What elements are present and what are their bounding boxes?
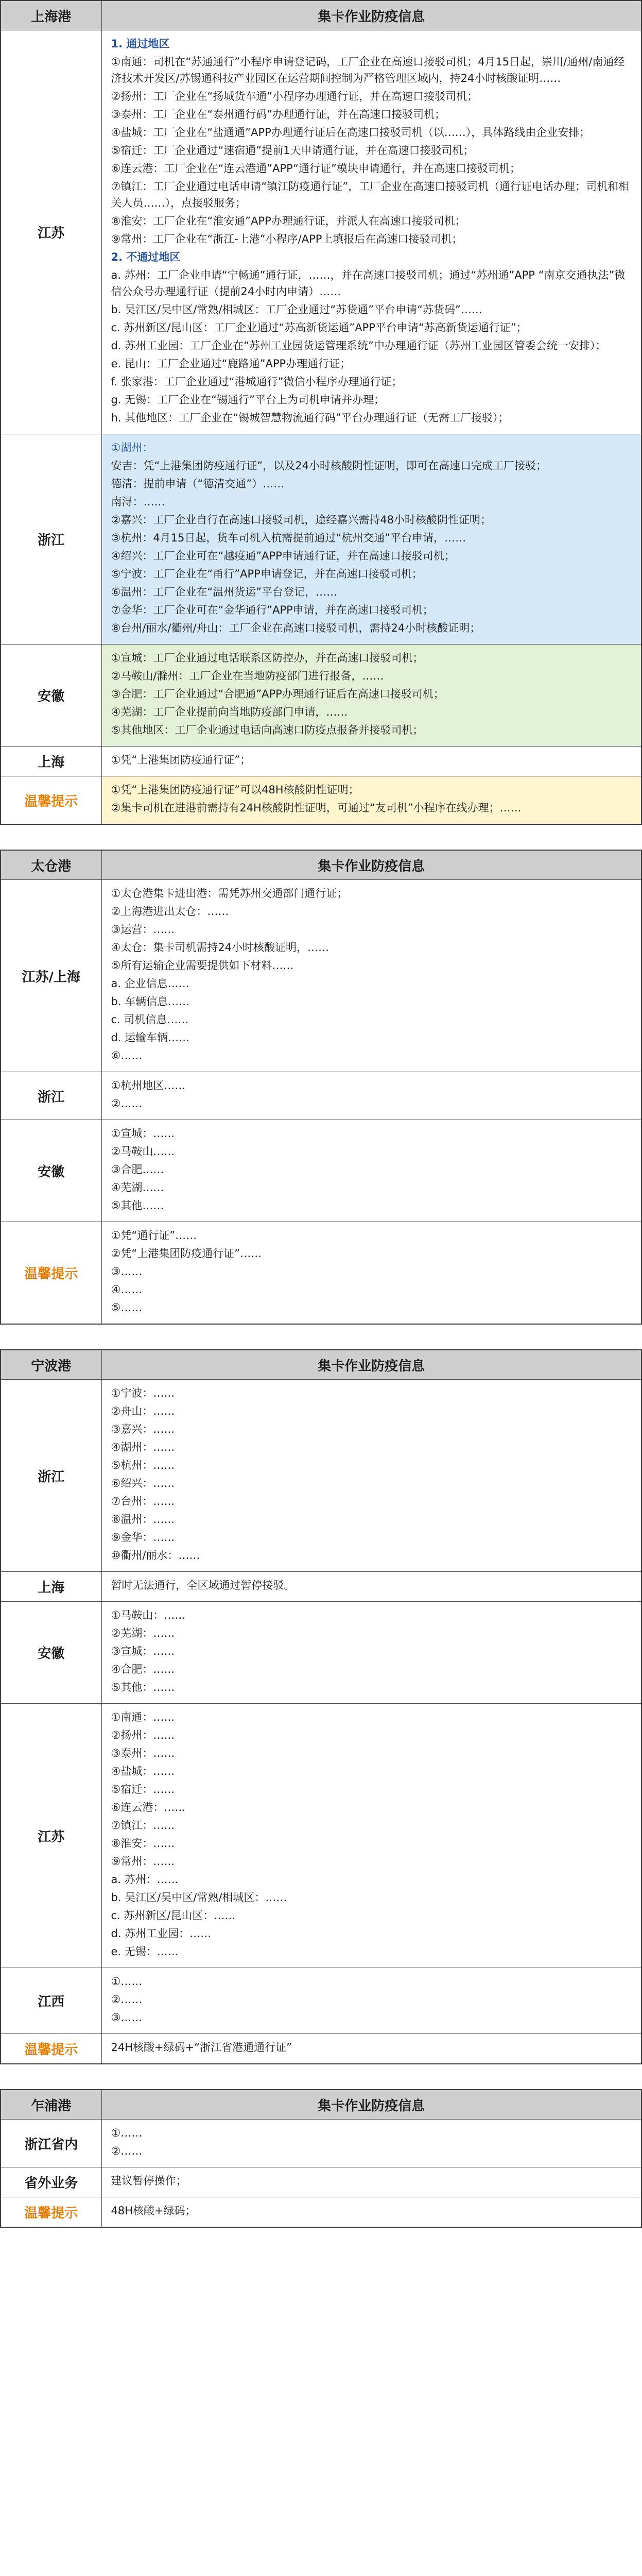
content-line: ⑧温州：…… [111,1513,175,1526]
content-line: ⑨常州：工厂企业在“浙江-上港”小程序/APP上填报后在高速口接驳司机； [111,233,463,245]
header-title: 集卡作业防疫信息 [101,1350,641,1380]
region-row [1,747,641,776]
content-line: ③合肥：工厂企业通过“合肥通”APP办理通行证后在高速口接驳司机； [111,688,444,700]
header-title: 集卡作业防疫信息 [101,1,641,30]
port-name: 太仓港 [1,850,101,880]
region-row [1,776,641,825]
content-line: ⑧淮安：…… [111,1837,175,1850]
content-line: ④芜湖：工厂企业提前向当地防疫部门申请，…… [111,706,348,718]
content-line: ④盐城：工厂企业在“盐通通”APP办理通行证后在高速口接驳司机（以……），具体路线由企业安排； [111,126,591,139]
content-line: ②马鞍山…… [111,1145,175,1158]
region-content [101,1380,641,1572]
content-line: ⑦金华：工厂企业可在“金华通行”APP申请，并在高速口接驳司机； [111,604,433,616]
content-line: ①南通：…… [111,1711,175,1723]
content-line: ⑧淮安：工厂企业在“淮安通”APP办理通行证，并派人在高速口接驳司机； [111,215,466,227]
content-line: ⑤宁波：工厂企业在“甬行”APP申请登记，并在高速口接驳司机； [111,568,423,580]
region-content [101,1602,641,1704]
content-line: ①马鞍山：…… [111,1609,186,1621]
region-content [101,2120,641,2167]
content-line: d. 苏州工业园：工厂企业在“苏州工业园货运管理系统”中办理通行证（苏州工业园区管委会统一安排）； [111,340,606,352]
content-line: ③运营：…… [111,923,175,936]
region-label: 江西 [1,1968,101,2034]
content-line: ①宣城：…… [111,1127,175,1140]
region-row [1,2120,641,2167]
port-table [0,1349,642,2064]
content-line: f. 张家港：工厂企业通过“港城通行”微信小程序办理通行证； [111,376,403,388]
content-line: ①…… [111,1975,143,1988]
region-content [101,880,641,1072]
region-row [1,645,641,747]
region-content [101,776,641,825]
content-line: b. 车辆信息…… [111,995,190,1008]
content-line: ①湖州： [111,442,153,454]
region-row [1,1072,641,1120]
region-content [101,434,641,645]
region-content [101,1968,641,2034]
port-table [0,2089,642,2228]
content-line: ③杭州：4月15日起，货车司机入杭需提前通过“杭州交通”平台申请，…… [111,532,466,544]
region-row [1,1602,641,1704]
region-content [101,1120,641,1222]
content-line: ④盐城：…… [111,1765,175,1777]
content-line: ⑨常州：…… [111,1855,175,1868]
region-label: 江苏 [1,1704,101,1968]
table-header-row [1,2090,641,2120]
content-line: ⑨金华：…… [111,1531,175,1544]
content-line: ②舟山：…… [111,1405,175,1417]
region-row [1,880,641,1072]
region-content [101,2197,641,2228]
region-content [101,1072,641,1120]
table-header-row [1,850,641,880]
content-line: ⑦镇江：工厂企业通过电话申请“镇江防疫通行证”，工厂企业在高速口接驳司机（通行证电话办理；司机和相关人员……），点接驳服务； [111,180,630,209]
region-label: 温馨提示 [1,776,101,825]
content-line: ⑧台州/丽水/衢州/舟山：工厂企业在高速口接驳司机，需持24小时核酸证明； [111,622,481,634]
header-title: 集卡作业防疫信息 [101,2090,641,2120]
content-line: 南浔：…… [111,496,165,508]
region-label: 江苏 [1,30,101,434]
content-line: c. 司机信息…… [111,1013,189,1026]
content-line: ③宣城：…… [111,1645,175,1657]
content-line: ⑩衢州/丽水：…… [111,1549,200,1562]
region-label: 温馨提示 [1,2197,101,2228]
region-label: 温馨提示 [1,2034,101,2064]
region-label: 上海 [1,747,101,776]
content-line: 暂时无法通行，全区域通过暂停接驳。 [111,1579,295,1591]
content-line: ⑤杭州：…… [111,1459,175,1471]
content-line: ②扬州：工厂企业在“扬城货车通”小程序办理通行证，并在高速口接驳司机； [111,90,478,103]
content-line: ①凭“上港集团防疫通行证”； [111,754,251,766]
region-label: 安徽 [1,1602,101,1704]
region-content [101,747,641,776]
content-line: ⑥…… [111,1049,143,1062]
region-content [101,1222,641,1325]
content-line: 安吉：凭“上港集团防疫通行证”，以及24小时核酸阴性证明，即可在高速口完成工厂接驳； [111,460,547,472]
region-row [1,1120,641,1222]
region-label: 温馨提示 [1,1222,101,1325]
content-line: ②扬州：…… [111,1729,175,1741]
content-line: ②…… [111,2145,143,2157]
content-line: 48H核酸+绿码； [111,2205,196,2217]
content-line: ⑥温州：工厂企业在“温州货运”平台登记，…… [111,586,338,598]
content-line: ①凭“上港集团防疫通行证”可以48H核酸阴性证明； [111,784,359,796]
content-line: ③合肥…… [111,1163,164,1176]
content-line: ①南通：司机在“苏通通行”小程序申请登记码，工厂企业在高速口接驳司机；4月15日起，崇川/通州/南通经济技术开发区/苏锡通科技产业园区在运营期间控制为严格管理区域内，持24小时核酸证明…… [111,56,625,84]
content-line: ④合肥：…… [111,1663,175,1675]
content-line: ⑦台州：…… [111,1495,175,1507]
content-line: ②…… [111,1993,143,2006]
table-header-row [1,1,641,30]
content-line: ②集卡司机在进港前需持有24H核酸阴性证明，可通过“友司机”小程序在线办理；…… [111,802,522,814]
content-line: 2. 不通过地区 [111,251,181,263]
region-label: 安徽 [1,1120,101,1222]
content-line: ⑤宿迁：工厂企业通过“速宿通”提前1天申请通行证，并在高速口接驳司机； [111,144,474,157]
content-line: ②芜湖：…… [111,1627,175,1639]
content-line: ①宁波：…… [111,1387,175,1399]
content-line: ④…… [111,1283,143,1296]
region-content [101,645,641,747]
content-line: g. 无锡：工厂企业在“锡通行”平台上为司机申请并办理； [111,394,385,406]
content-line: b. 吴江区/吴中区/常熟/相城区：…… [111,1891,287,1904]
content-line: c. 苏州新区/昆山区：工厂企业通过“苏高新货运通”APP平台申请“苏高新货运通行证”； [111,321,527,334]
content-line: ①杭州地区…… [111,1079,186,1092]
content-line: ⑦镇江：…… [111,1819,175,1832]
content-line: ③泰州：…… [111,1747,175,1759]
content-line: 德清：提前申请（“德清交通”）…… [111,478,285,490]
content-line: ③…… [111,1265,143,1278]
content-line: ⑤所有运输企业需要提供如下材料…… [111,959,294,972]
content-line: ①凭“通行证”…… [111,1229,197,1242]
region-label: 浙江 [1,1072,101,1120]
region-label: 省外业务 [1,2167,101,2197]
content-line: b. 吴江区/吴中区/常熟/相城区：工厂企业通过“苏货通”平台申请“苏货码”…… [111,303,482,316]
content-line: ③嘉兴：…… [111,1423,175,1435]
content-line: ⑤其他地区：工厂企业通过电话向高速口防疫点报备并接驳司机； [111,724,424,736]
content-line: ①…… [111,2127,143,2139]
region-label: 安徽 [1,645,101,747]
region-row [1,1968,641,2034]
content-line: ⑤其他：…… [111,1681,175,1693]
region-label: 浙江 [1,1380,101,1572]
content-line: ⑥连云港：工厂企业在“连云港通”APP“通行证”模块申请通行，并在高速口接驳司机； [111,162,520,175]
port-name: 宁波港 [1,1350,101,1380]
region-row [1,1572,641,1602]
header-title: 集卡作业防疫信息 [101,850,641,880]
content-line: ②马鞍山/滁州：工厂企业在当地防疫部门进行报备，…… [111,670,384,682]
content-line: ④芜湖…… [111,1181,164,1194]
content-line: ⑤…… [111,1301,143,1314]
region-label: 浙江省内 [1,2120,101,2167]
content-line: ③泰州：工厂企业在“泰州通行码”办理通行证，并在高速口接驳司机； [111,108,446,121]
content-line: ④绍兴：工厂企业可在“越疫通”APP申请通行证，并在高速口接驳司机； [111,550,455,562]
content-line: h. 其他地区：工厂企业在“锡城智慧物流通行码”平台办理通行证（无需工厂接驳）； [111,412,509,424]
content-line: c. 苏州新区/昆山区：…… [111,1909,236,1922]
port-table [0,850,642,1325]
content-line: ④太仓：集卡司机需持24小时核酸证明，…… [111,941,329,954]
content-line: ①太仓港集卡进出港：需凭苏州交通部门通行证； [111,887,348,900]
region-content [101,30,641,434]
region-row [1,1704,641,1968]
table-header-row [1,1350,641,1380]
region-content [101,2034,641,2064]
port-name: 上海港 [1,1,101,30]
content-line: ⑤宿迁：…… [111,1783,175,1795]
content-line: ③…… [111,2011,143,2024]
content-line: e. 无锡：…… [111,1945,179,1958]
content-line: ①宣城：工厂企业通过电话联系区防控办，并在高速口接驳司机； [111,652,424,664]
port-name: 乍浦港 [1,2090,101,2120]
content-line: e. 昆山：工厂企业通过“鹿路通”APP办理通行证； [111,358,351,370]
content-line: ⑤其他…… [111,1199,164,1212]
region-content [101,1704,641,1968]
content-line: 1. 通过地区 [111,38,170,50]
region-row [1,2197,641,2228]
region-label: 浙江 [1,434,101,645]
region-row [1,2034,641,2064]
content-line: 建议暂停操作； [111,2175,187,2187]
content-line: a. 企业信息…… [111,977,189,990]
content-line: ④湖州：…… [111,1441,175,1453]
content-line: 24H核酸+绿码+“浙江省港通通行证” [111,2041,292,2054]
content-line: ②…… [111,1097,143,1110]
region-row [1,2167,641,2197]
content-line: d. 苏州工业园：…… [111,1927,212,1940]
region-row [1,1222,641,1325]
region-content [101,1572,641,1602]
content-line: ②嘉兴：工厂企业自行在高速口接驳司机，途经嘉兴需持48小时核酸阴性证明； [111,514,492,526]
content-line: ②上海港进出太仓：…… [111,905,229,918]
region-label: 江苏/上海 [1,880,101,1072]
region-row [1,30,641,434]
region-label: 上海 [1,1572,101,1602]
content-line: d. 运输车辆…… [111,1031,190,1044]
content-line: a. 苏州：工厂企业申请“宁畅通”通行证，……，并在高速口接驳司机；通过“苏州通”APP “南京交通执法”微信公众号办理通行证（提前24小时内申请）…… [111,269,626,298]
content-line: ⑥连云港：…… [111,1801,186,1814]
region-row [1,1380,641,1572]
region-content [101,2167,641,2197]
content-line: a. 苏州：…… [111,1873,179,1886]
content-line: ⑥绍兴：…… [111,1477,175,1489]
port-table [0,0,642,825]
region-row [1,434,641,645]
content-line: ②凭“上港集团防疫通行证”…… [111,1247,262,1260]
